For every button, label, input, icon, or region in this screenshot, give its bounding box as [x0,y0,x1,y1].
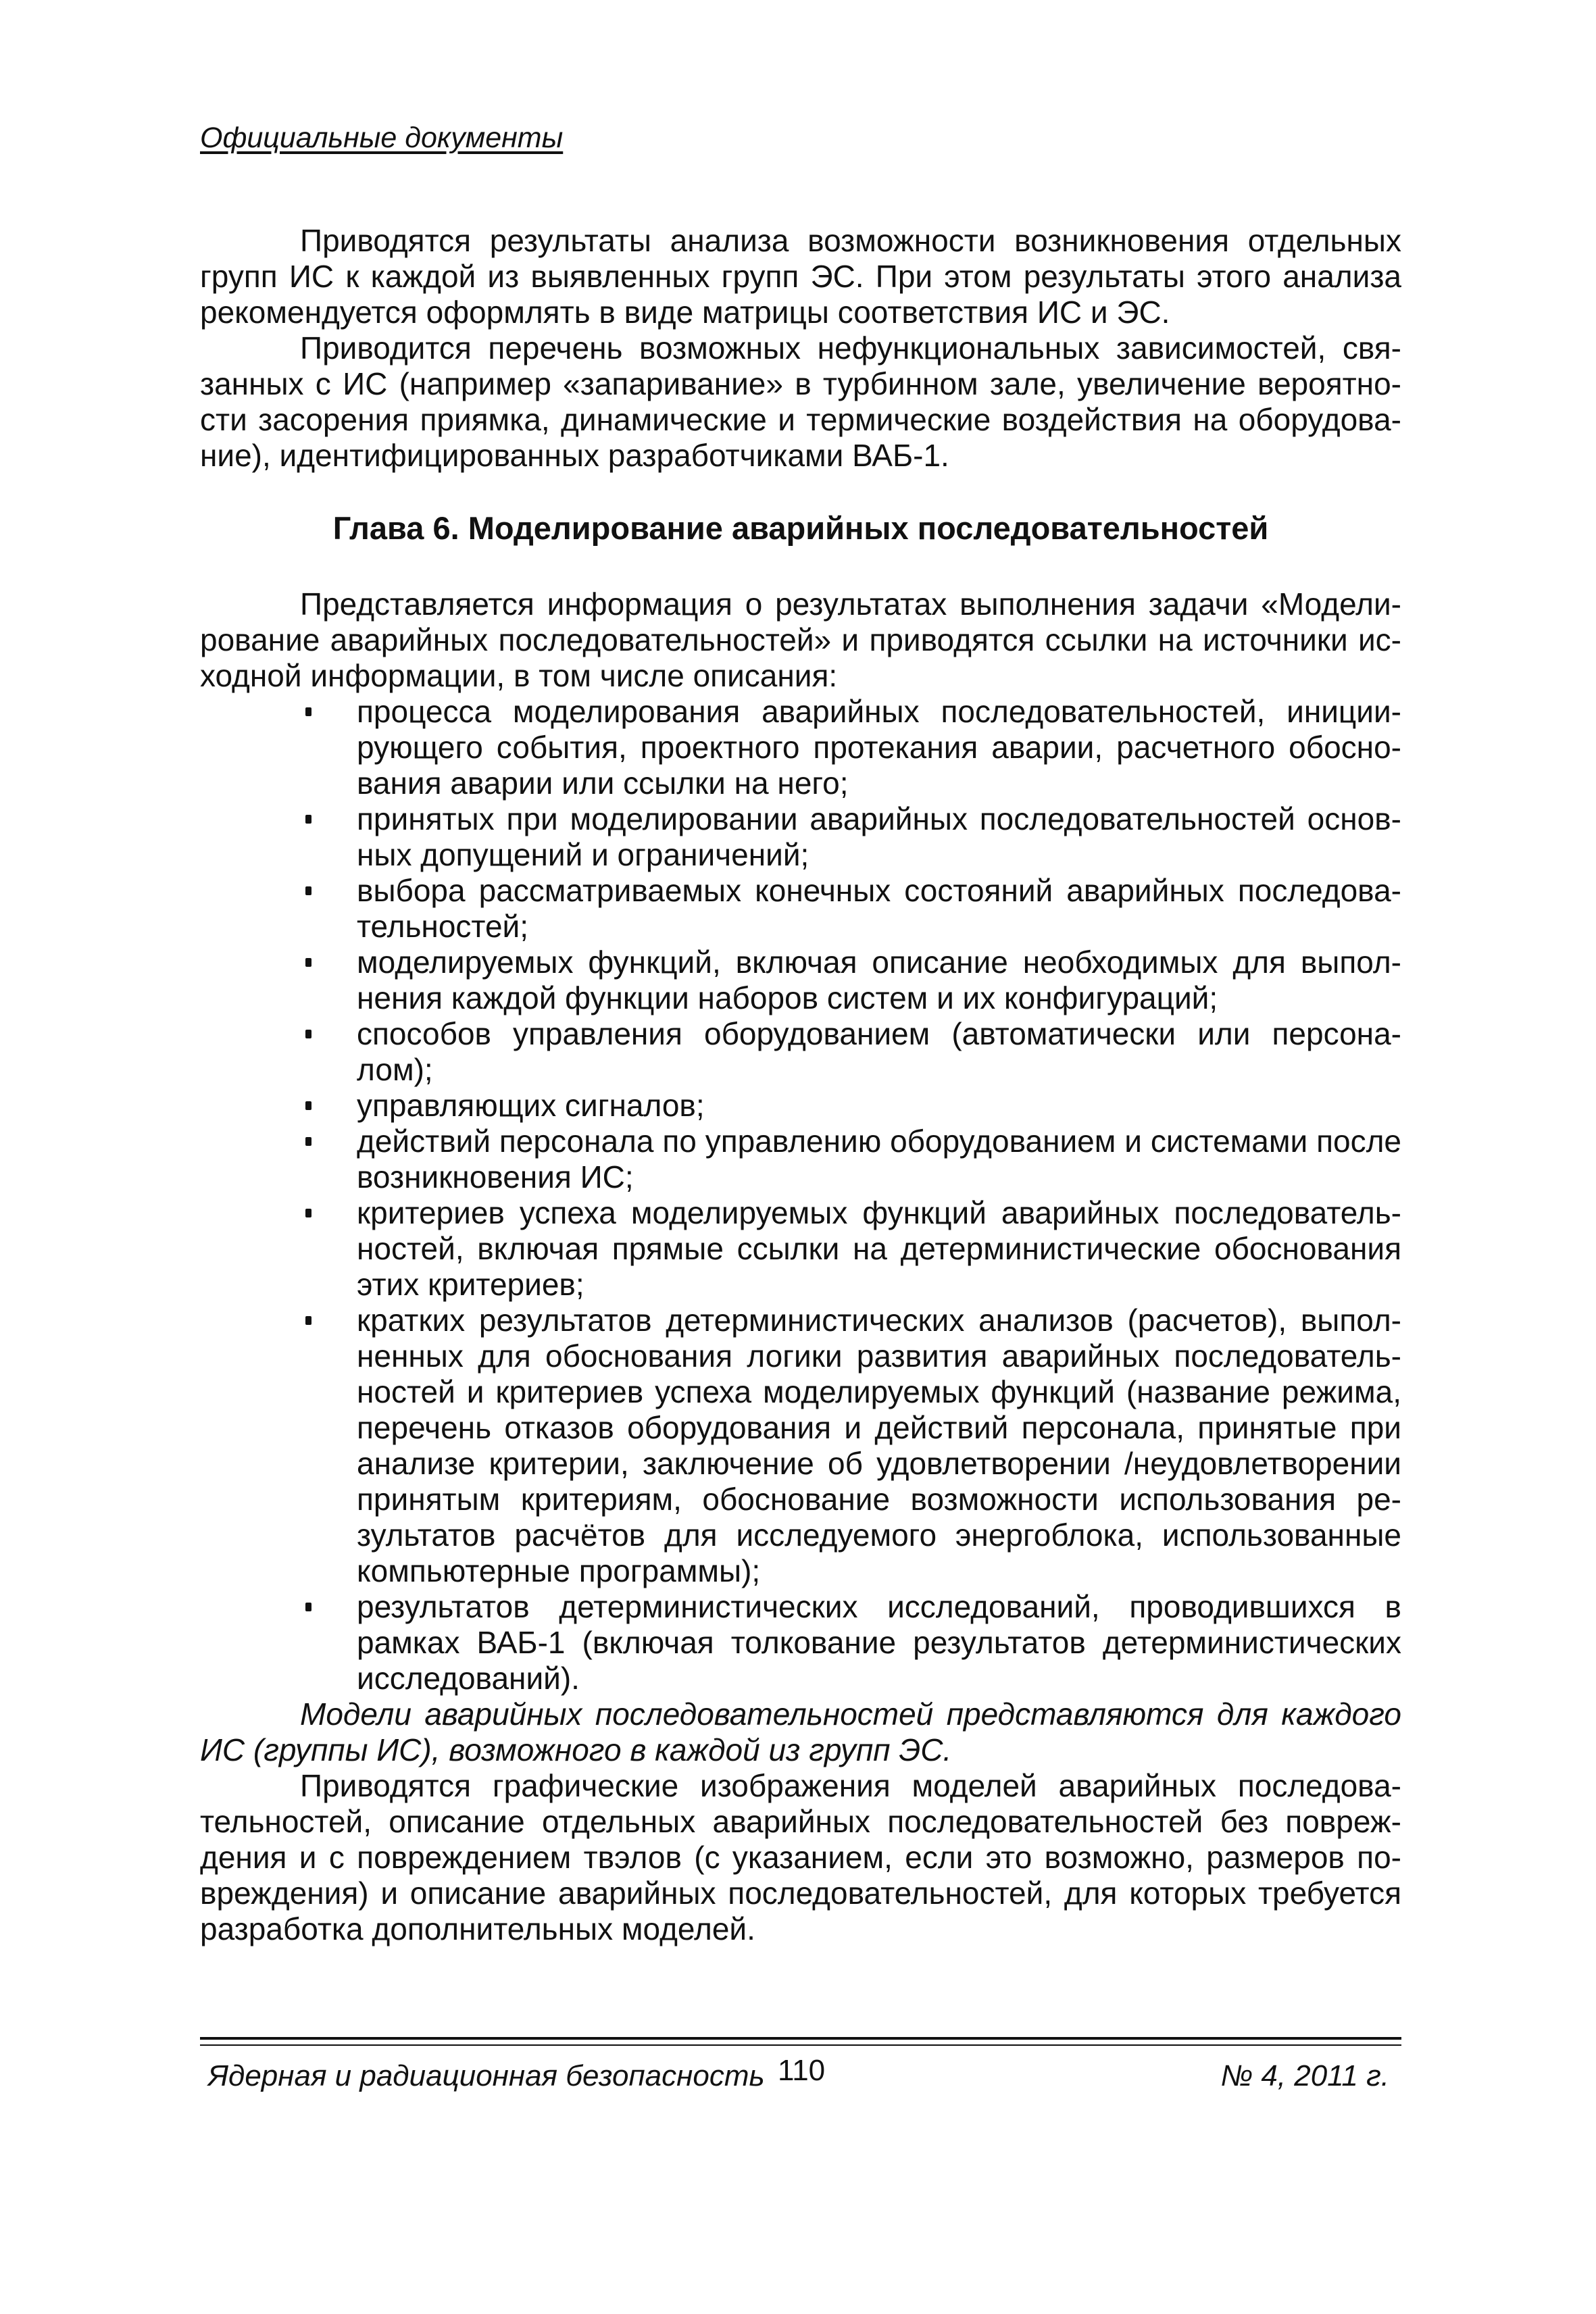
list-item [200,1016,1401,1088]
list-item [200,1088,1401,1124]
list-item [200,1124,1401,1195]
bullet-icon [305,815,311,824]
list-item-text: кратких результатов детерминистических анализов (расчетов), выполненных для обоснования логики развития аварийных последовательностей и критериев успеха моделируемых функций (название режима, перечень отказов оборудования и действий персонала, принятые при анализе критерии, заключение об удовлетворении /неудовлетворении принятым критериям, обоснование возможности использования результатов расчётов для исследуемого энергоблока, использованные компьютерные программы); [357,1303,1401,1588]
list-item [200,694,1401,801]
list-item-text: процесса моделирования аварийных последовательностей, инициирующего события, проектного протекания аварии, расчетного обоснования аварии или ссылки на него; [357,694,1401,801]
list-item [200,1303,1401,1589]
list-item-text: принятых при моделировании аварийных последовательностей основных допущений и ограничений; [357,801,1401,872]
body-text [200,223,1401,1947]
footer-rule [200,2044,1401,2046]
paragraph: Приводятся графические изображения моделей аварийных последовательностей, описание отдельных аварийных последовательностей без повреждения и с повреждением твэлов (с указанием, если это возможно, размеров повреждения) и описание аварийных последовательностей, для которых требуется разработка дополнительных моделей. [200,1768,1401,1946]
list-item-text: действий персонала по управлению оборудованием и системами после возникновения ИС; [357,1124,1401,1194]
list-item [200,873,1401,945]
paragraph: Приводится перечень возможных нефункциональных зависимостей, связанных с ИС (например «запаривание» в турбинном зале, увеличение вероятности засорения приямка, динамические и термические воздействия на оборудование), идентифицированных разработчиками ВАБ-1. [200,330,1401,473]
bullet-icon [305,1603,311,1611]
bullet-icon [305,1030,311,1038]
journal-title: Ядерная и радиационная безопасность [208,2059,765,2092]
intro-paragraph: Представляется информация о результатах выполнения задачи «Моделирование аварийных последовательностей» и приводятся ссылки на источники исходной информации, в том числе описания: [200,586,1401,693]
list-item [200,945,1401,1016]
bullet-icon [305,1209,311,1217]
list-item [200,1195,1401,1303]
list-item [200,801,1401,873]
list-item-text: способов управления оборудованием (автоматически или персоналом); [357,1016,1401,1087]
list-item-text: критериев успеха моделируемых функций аварийных последовательностей, включая прямые ссылки на детерминистические обоснования этих критериев; [357,1195,1401,1302]
bullet-icon [305,1101,311,1110]
footer-rule [200,2037,1401,2040]
paragraph: Модели аварийных последовательностей представляются для каждого ИС (группы ИС), возможного в каждой из групп ЭС. [200,1696,1401,1767]
list-item-text: выбора рассматриваемых конечных состояний аварийных последовательностей; [357,873,1401,944]
bullet-list [200,694,1401,1696]
bullet-icon [305,958,311,967]
bullet-icon [305,886,311,895]
list-item-text: управляющих сигналов; [357,1088,705,1123]
bullet-icon [305,1137,311,1146]
issue-label: № 4, 2011 г. [1220,2059,1389,2092]
bullet-icon [305,707,311,716]
paragraph: Приводятся результаты анализа возможности возникновения отдельных групп ИС к каждой из выявленных групп ЭС. При этом результаты этого анализа рекомендуется оформлять в виде матрицы соответствия ИС и ЭС. [200,223,1401,330]
list-item [200,1589,1401,1696]
running-header: Официальные документы [200,122,564,154]
list-item-text: моделируемых функций, включая описание необходимых для выполнения каждой функции наборов систем и их конфигураций; [357,945,1401,1015]
page-number: 110 [778,2054,826,2087]
list-item-text: результатов детерминистических исследований, проводившихся в рамках ВАБ-1 (включая толкование результатов детерминистических исследований). [357,1589,1401,1696]
bullet-icon [305,1316,311,1325]
chapter-title: Глава 6. Моделирование аварийных последовательностей [332,510,1269,546]
running-footer [200,2054,1401,2100]
